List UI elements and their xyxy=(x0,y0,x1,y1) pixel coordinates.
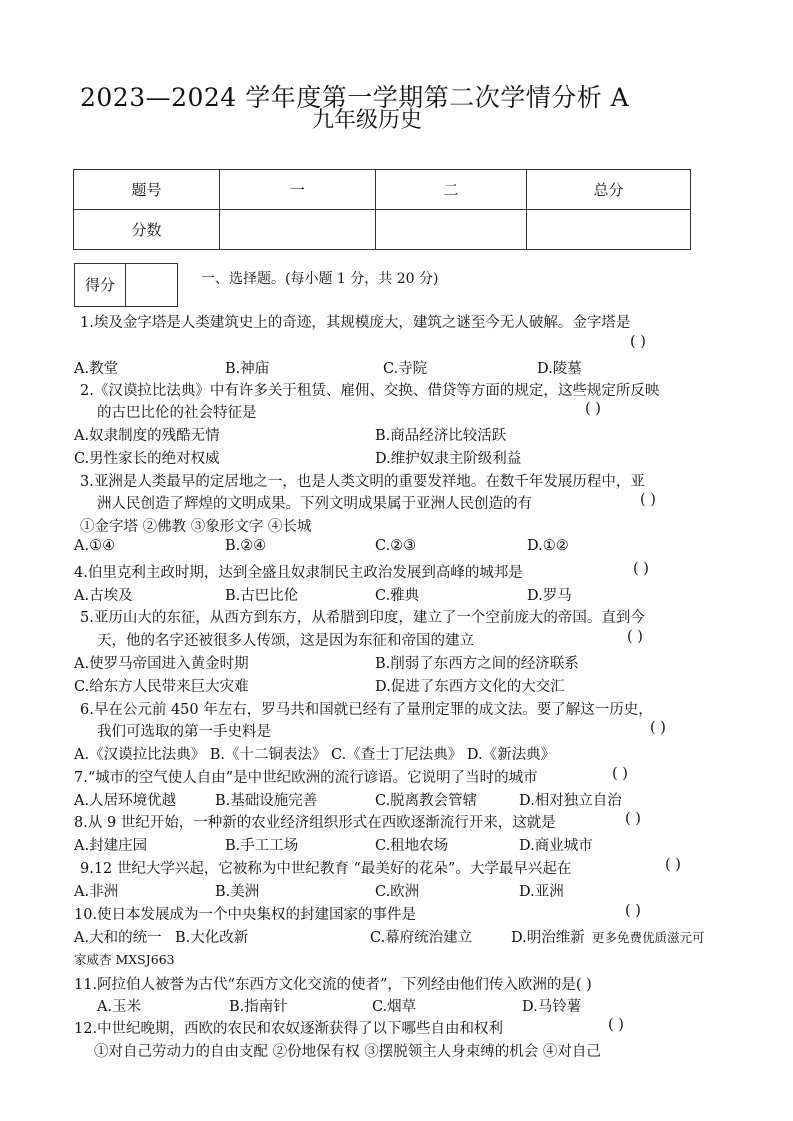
option: A.古埃及 xyxy=(74,588,133,604)
table-cell: 一 xyxy=(220,170,376,210)
option: B.古巴比伦 xyxy=(225,588,299,604)
question-stem: 的古巴比伦的社会特征是 xyxy=(97,405,257,421)
option: A.使罗马帝国进入黄金时期 xyxy=(74,656,249,672)
option: D.马铃薯 xyxy=(522,999,582,1015)
question-stem: 洲人民创造了辉煌的文明成果。下列文明成果属于亚洲人民创造的有 xyxy=(97,496,532,512)
answer-bracket[interactable]: ( ) xyxy=(627,629,643,645)
option: C.②③ xyxy=(375,538,417,554)
option: C.脱离教会管辖 xyxy=(375,793,478,809)
option: A.大和的统一 xyxy=(74,930,162,946)
option: B.商品经济比较活跃 xyxy=(375,428,507,444)
table-row xyxy=(74,210,691,250)
question-stem: 3.亚洲是人类最早的定居地之一，也是人类文明的重要发祥地。在数千年发展历程中，亚 xyxy=(80,474,645,490)
section-title: 一、选择题。(每小题 1 分，共 20 分) xyxy=(201,271,439,287)
option: A.玉米 xyxy=(97,999,142,1015)
option: D.亚洲 xyxy=(519,884,564,900)
option: B.手工工场 xyxy=(225,838,299,854)
score-input-cell[interactable] xyxy=(376,210,527,250)
option: A.奴隶制度的残酷无情 xyxy=(74,428,220,444)
table-row xyxy=(74,170,691,210)
score-input-cell[interactable] xyxy=(527,210,691,250)
option: B.削弱了东西方之间的经济联系 xyxy=(375,656,579,672)
question-stem: 我们可选取的第一手史料是 xyxy=(97,724,271,740)
option: C.雅典 xyxy=(375,588,420,604)
table-cell: 二 xyxy=(376,170,527,210)
option: C.男性家长的绝对权威 xyxy=(74,451,220,467)
page-title: 2023—2024 学年度第一学期第二次学情分析 A xyxy=(80,83,630,112)
option: C.给东方人民带来巨大灾难 xyxy=(74,679,249,695)
question-items: ①金字塔 ②佛教 ③象形文字 ④长城 xyxy=(80,519,312,535)
option: D.相对独立自治 xyxy=(519,793,622,809)
option: C.幕府统治建立 xyxy=(370,930,473,946)
answer-bracket[interactable]: ( ) xyxy=(633,561,649,577)
option: B.美洲 xyxy=(215,884,260,900)
question-stem: 7.“城市的空气使人自由”是中世纪欧洲的流行谚语。它说明了当时的城市 xyxy=(74,770,538,786)
question-stem: 5.亚历山大的东征，从西方到东方，从希腊到印度，建立了一个空前庞大的帝国。直到今 xyxy=(80,610,645,626)
question-stem: 8.从 9 世纪开始，一种新的农业经济组织形式在西欧逐渐流行开来，这就是 xyxy=(74,815,556,831)
defen-label: 得分 xyxy=(75,264,126,306)
option: B.指南针 xyxy=(229,999,288,1015)
option: B.基础设施完善 xyxy=(215,793,318,809)
page-subtitle: 九年级历史 xyxy=(312,108,423,133)
question-stem: 天，他的名字还被很多人传颂，这是因为东征和帝国的建立 xyxy=(97,633,474,649)
table-cell: 题号 xyxy=(74,170,220,210)
question-stem: 12.中世纪晚期，西欧的农民和农奴逐渐获得了以下哪些自由和权利 xyxy=(74,1021,504,1037)
answer-bracket[interactable]: ( ) xyxy=(625,903,641,919)
question-stem: 2.《汉谟拉比法典》中有许多关于租赁、雇佣、交换、借贷等方面的规定，这些规定所反映 xyxy=(80,383,660,399)
question-stem: 4.伯里克利主政时期，达到全盛且奴隶制民主政治发展到高峰的城邦是 xyxy=(74,565,523,581)
answer-bracket[interactable]: ( ) xyxy=(630,334,646,350)
answer-bracket[interactable]: ( ) xyxy=(612,766,628,782)
option-line: A.《汉谟拉比法典》 B.《十二铜表法》 C.《查士丁尼法典》 D.《新法典》 xyxy=(74,747,556,763)
option: D.罗马 xyxy=(527,588,572,604)
option: A.教堂 xyxy=(74,361,119,377)
option: B.大化改新 xyxy=(175,930,249,946)
option: D.明治维新 xyxy=(511,930,585,946)
option: B.神庙 xyxy=(225,361,270,377)
watermark-text: 家威杏 MXSJ663 xyxy=(74,952,175,967)
defen-box xyxy=(74,263,178,307)
option: A.非洲 xyxy=(74,884,119,900)
answer-bracket[interactable]: ( ) xyxy=(665,857,681,873)
option: D.促进了东西方文化的大交汇 xyxy=(375,679,565,695)
answer-bracket[interactable]: ( ) xyxy=(585,401,601,417)
answer-bracket[interactable]: ( ) xyxy=(625,811,641,827)
option: C.寺院 xyxy=(383,361,428,377)
option: D.维护奴隶主阶级利益 xyxy=(375,451,522,467)
watermark-text: 更多免费优质滋元可 xyxy=(592,930,705,945)
option: A.人居环境优越 xyxy=(74,793,177,809)
question-stem: 10.使日本发展成为一个中央集权的封建国家的事件是 xyxy=(74,907,417,923)
question-stem: 1.埃及金字塔是人类建筑史上的奇迹，其规模庞大，建筑之谜至今无人破解。金字塔是 xyxy=(80,315,631,331)
option: C.欧洲 xyxy=(375,884,420,900)
answer-bracket[interactable]: ( ) xyxy=(608,1017,624,1033)
option: A.封建庄园 xyxy=(74,838,148,854)
option: D.陵墓 xyxy=(537,361,582,377)
answer-bracket[interactable]: ( ) xyxy=(640,492,656,508)
question-stem: 11.阿拉伯人被誉为古代“东西方文化交流的使者”，下列经由他们传入欧洲的是( ) xyxy=(74,977,592,993)
question-stem: 6.早在公元前 450 年左右，罗马共和国就已经有了量刑定罪的成文法。要了解这一历史， xyxy=(80,702,653,718)
option: C.租地农场 xyxy=(375,838,449,854)
score-table xyxy=(73,169,691,250)
score-input-cell[interactable] xyxy=(220,210,376,250)
table-cell: 分数 xyxy=(74,210,220,250)
question-stem: 9.12 世纪大学兴起，它被称为中世纪教育 “最美好的花朵”。大学最早兴起在 xyxy=(80,861,572,877)
question-items: ①对自己劳动力的自由支配 ②份地保有权 ③摆脱领主人身束缚的机会 ④对自己 xyxy=(94,1044,601,1060)
table-cell: 总分 xyxy=(527,170,691,210)
option: C.烟草 xyxy=(372,999,417,1015)
option: A.①④ xyxy=(74,538,116,554)
option: D.商业城市 xyxy=(519,838,593,854)
option: D.①② xyxy=(527,538,569,554)
answer-bracket[interactable]: ( ) xyxy=(650,720,666,736)
option: B.②④ xyxy=(225,538,267,554)
